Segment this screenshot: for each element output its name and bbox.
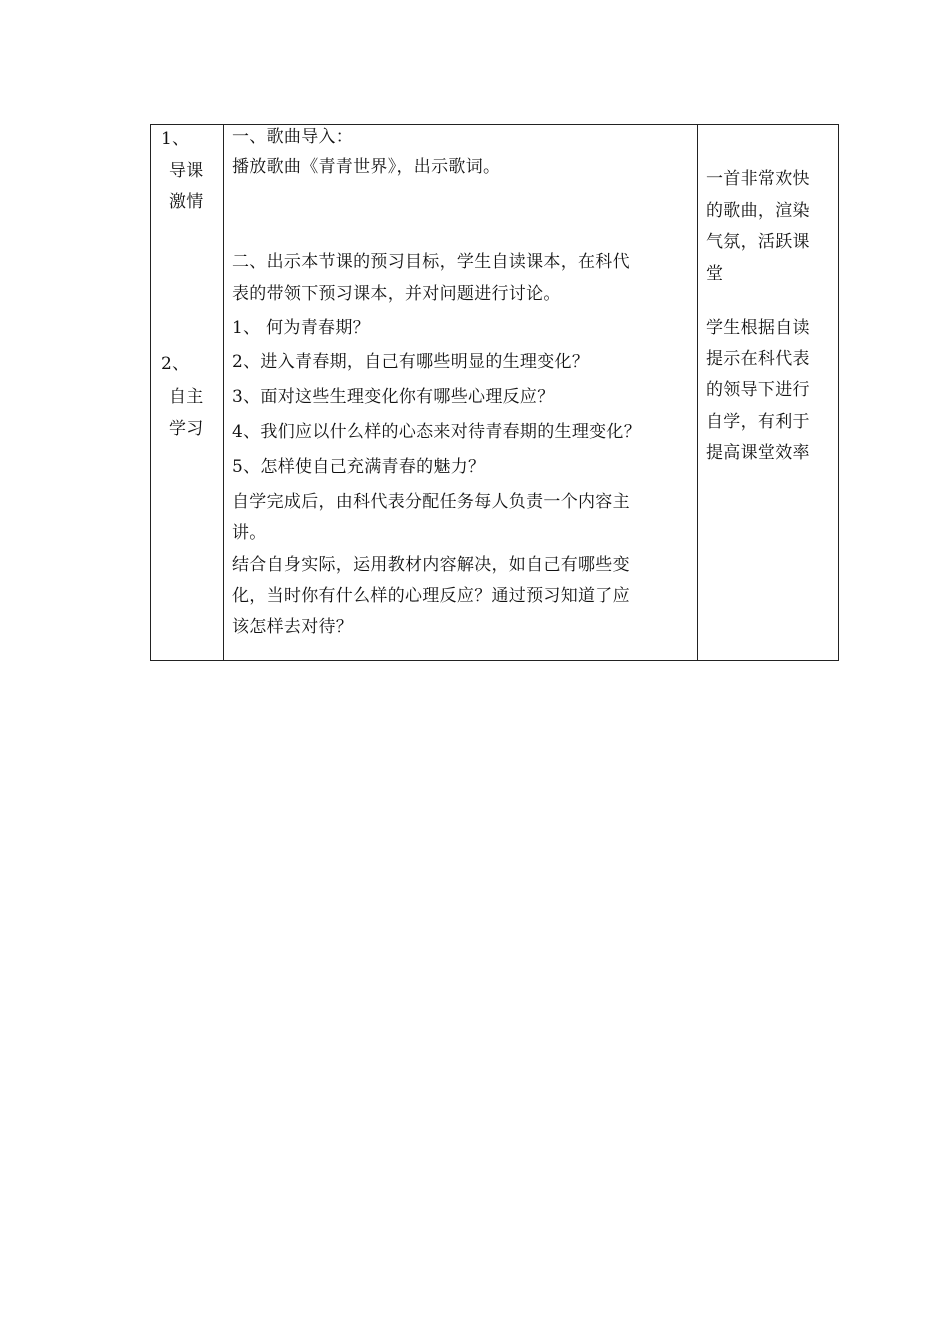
after-study-line: 自学完成后，由科代表分配任务每人负责一个内容主 (232, 492, 630, 512)
step-2-title-line: 学习 (169, 419, 204, 439)
question-item: 4、我们应以什么样的心态来对待青春期的生理变化？ (232, 422, 642, 442)
practice-line: 化，当时你有什么样的心理反应？通过预习知道了应 (232, 586, 630, 606)
note1-line: 气氛，活跃课 (706, 232, 810, 252)
note2-line: 的领导下进行 (706, 380, 810, 400)
note1-line: 的歌曲，渲染 (706, 201, 810, 221)
column-divider (223, 125, 224, 660)
step-1-title-line: 激情 (169, 192, 204, 212)
step-2-number: 2、 (161, 354, 190, 374)
column-divider (697, 125, 698, 660)
section1-heading: 一、歌曲导入： (232, 127, 354, 147)
section2-line: 二、出示本节课的预习目标，学生自读课本，在科代 (232, 252, 630, 272)
section2-line: 表的带领下预习课本，并对问题进行讨论。 (232, 284, 561, 304)
question-item: 1、 何为青春期？ (232, 318, 370, 338)
lesson-plan-table (150, 124, 839, 661)
practice-line: 该怎样去对待？ (232, 617, 354, 637)
question-item: 2、进入青春期，自己有哪些明显的生理变化？ (232, 352, 590, 372)
question-item: 5、怎样使自己充满青春的魅力？ (232, 457, 486, 477)
question-item: 3、面对这些生理变化你有哪些心理反应？ (232, 387, 555, 407)
note2-line: 自学，有利于 (706, 412, 810, 432)
step-1-number: 1、 (161, 129, 190, 149)
note2-line: 提示在科代表 (706, 349, 810, 369)
note2-line: 提高课堂效率 (706, 443, 810, 463)
note1-line: 一首非常欢快 (706, 169, 810, 189)
step-1-title-line: 导课 (169, 161, 204, 181)
section1-text: 播放歌曲《青青世界》，出示歌词。 (232, 157, 501, 177)
practice-line: 结合自身实际，运用教材内容解决，如自己有哪些变 (232, 555, 630, 575)
step-2-title-line: 自主 (169, 387, 204, 407)
note1-line: 堂 (706, 264, 724, 284)
after-study-line: 讲。 (232, 523, 267, 543)
note2-line: 学生根据自读 (706, 318, 810, 338)
